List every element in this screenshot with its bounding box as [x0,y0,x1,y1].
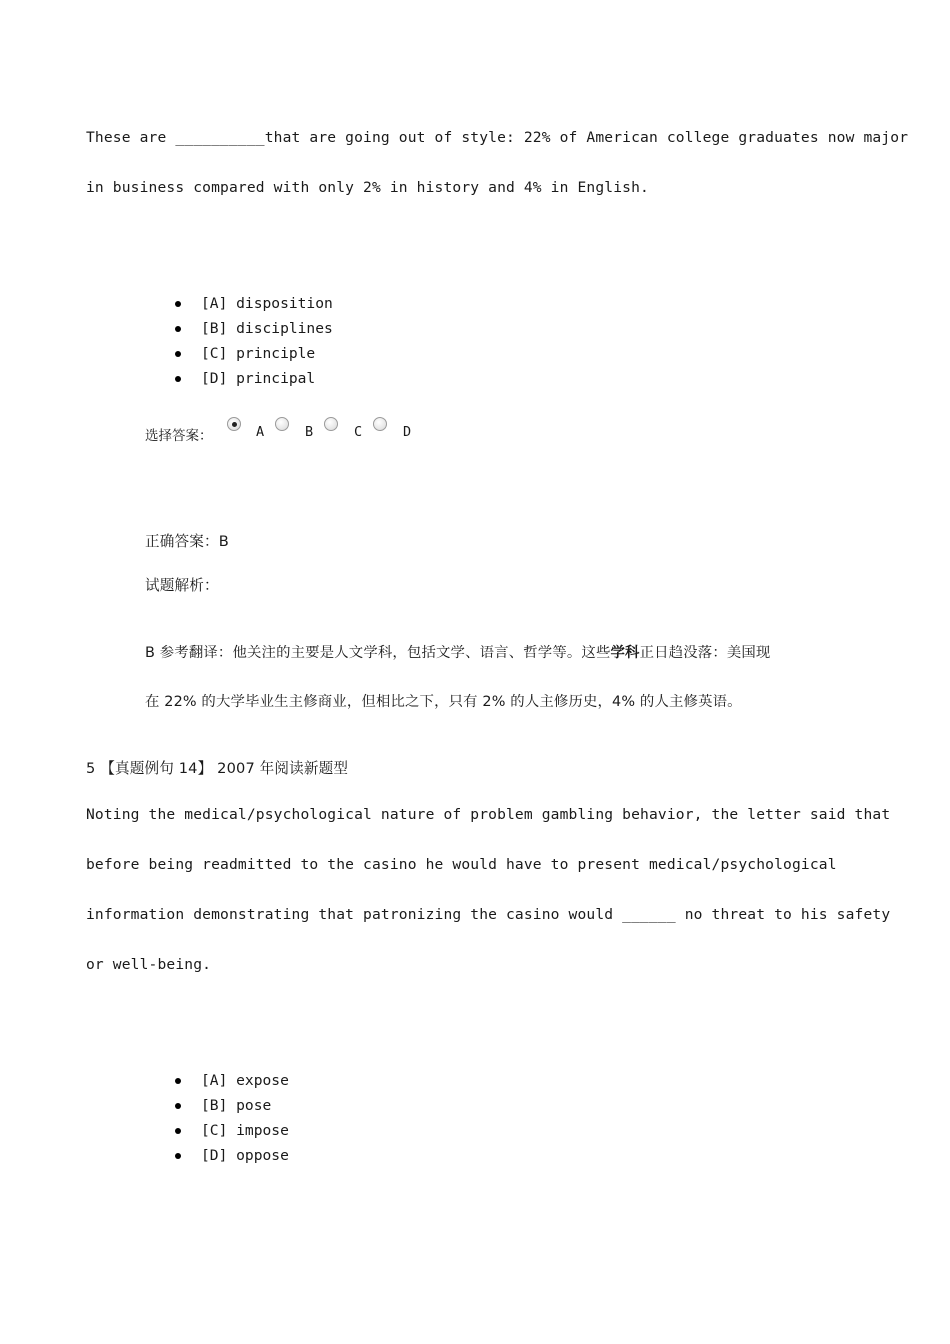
option-item-c: [C] impose [175,1118,289,1143]
option-item-d: [D] oppose [175,1143,289,1168]
question-heading: 5 【真题例句 14】 2007 年阅读新题型 [86,760,349,777]
correct-answer: 正确答案：B [145,533,229,550]
analysis-text: B 参考翻译：他关注的主要是人文学科，包括文学、语言、哲学等。这些学科正日趋没落：美国现 [145,645,771,661]
option-item-c: [C] principle [175,341,333,366]
radio-label-c: C [354,424,363,440]
option-item-b: [B] pose [175,1093,289,1118]
select-answer-label: 选择答案： [145,428,213,444]
question-stem-line: information demonstrating that patronizing the casino would ______ no threat to his safety [86,906,891,923]
radio-c[interactable] [324,417,338,431]
option-item-a: [A] disposition [175,291,333,316]
option-list [175,291,333,391]
option-item-a: [A] expose [175,1068,289,1093]
radio-label-d: D [403,424,412,440]
radio-b[interactable] [275,417,289,431]
question-stem-line: or well-being. [86,956,212,973]
radio-a[interactable] [227,417,241,431]
radio-label-b: B [305,424,314,440]
question-stem-line: These are __________that are going out of style: 22% of American college graduates now major [86,129,909,146]
option-item-b: [B] disciplines [175,316,333,341]
analysis-text: 在 22% 的大学毕业生主修商业，但相比之下，只有 2% 的人主修历史，4% 的人主修英语。 [145,694,742,710]
radio-label-a: A [256,424,265,440]
question-stem-line: in business compared with only 2% in history and 4% in English. [86,179,649,196]
option-list [175,1068,289,1168]
radio-d[interactable] [373,417,387,431]
question-stem-line: Noting the medical/psychological nature of problem gambling behavior, the letter said that [86,806,891,823]
question-stem-line: before being readmitted to the casino he would have to present medical/psychological [86,856,837,873]
option-item-d: [D] principal [175,366,333,391]
analysis-label: 试题解析： [145,577,219,594]
